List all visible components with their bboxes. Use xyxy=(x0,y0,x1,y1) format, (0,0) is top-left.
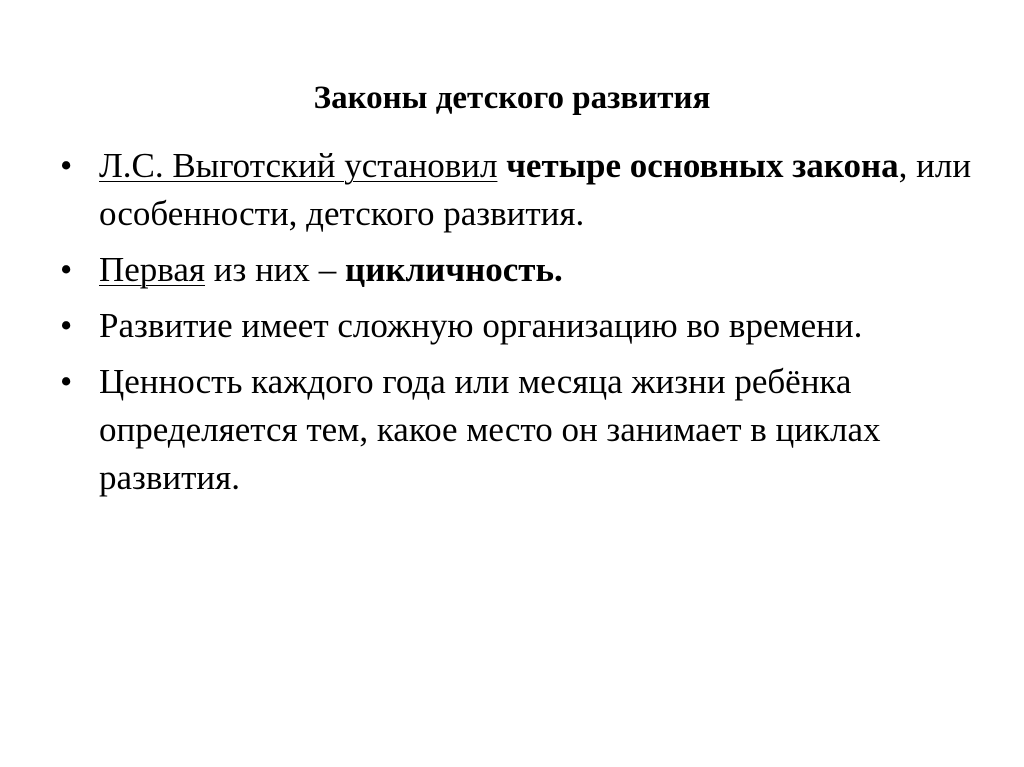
bullet-text-segment: цикличность. xyxy=(345,250,563,289)
bullet-icon: • xyxy=(60,306,73,345)
bullet-text-segment: , или особенности, детского развития. xyxy=(99,146,972,233)
slide-title: Законы детского развития xyxy=(313,80,711,116)
bullet-text-segment: из них – xyxy=(205,250,346,289)
list-item xyxy=(60,302,980,350)
bullet-text-segment: Развитие имеет сложную организацию во времени. xyxy=(99,306,863,345)
bullet-text-segment: Ценность каждого года или месяца жизни ребёнка определяется тем, какое место он занимает в циклах развития. xyxy=(99,362,881,497)
list-item xyxy=(60,142,980,238)
bullet-icon: • xyxy=(60,362,73,401)
bullet-text-segment: Первая xyxy=(99,250,206,289)
bullet-icon: • xyxy=(60,250,73,289)
bullet-list xyxy=(60,142,980,510)
bullet-text-segment xyxy=(497,146,506,185)
bullet-icon: • xyxy=(60,146,73,185)
bullet-text-segment: Л.С. Выготский установил xyxy=(99,146,498,185)
bullet-text-segment: четыре основных закона xyxy=(506,146,899,185)
list-item xyxy=(60,358,980,502)
list-item xyxy=(60,246,980,294)
